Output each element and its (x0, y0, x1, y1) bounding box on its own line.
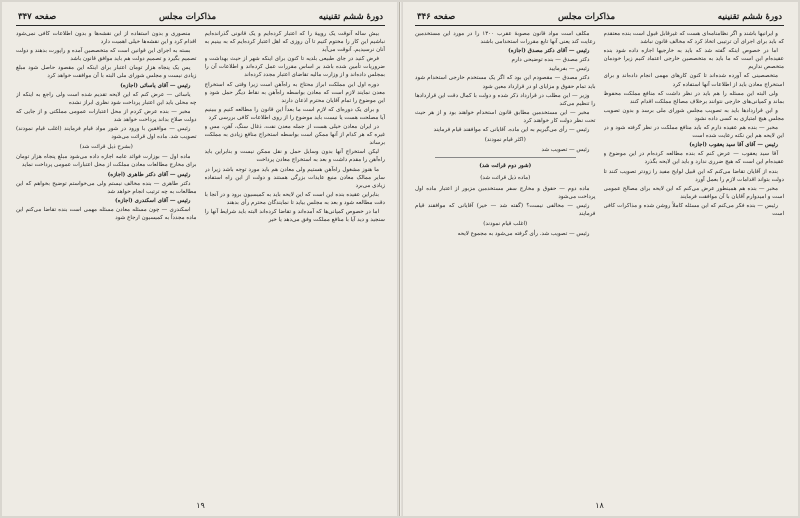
paragraph: ولی البته این مسئله را هم باید در نظر داشت که منافع مملکت محفوظ بماند و کمپانی‌های خارجی نتوانند برخلاف مصالح مملکت اقدام کنند (603, 90, 784, 105)
right-page-title: مذاکرات مجلس (557, 12, 616, 22)
paragraph: وزیر — این مطلب در قرارداد ذکر شده و دولت با کمال دقت این قراردادها را تنظیم می‌کند (415, 92, 596, 107)
paragraph: رئیس — بفرمایید (548, 66, 590, 73)
paragraph: رئیس — بنده فکر می‌کنم که این مسئله کاملاً روشن شده و مذاکرات کافی است (603, 202, 784, 217)
left-page-columns (16, 30, 385, 482)
paragraph: رئیس — موافقین با ورود در شور مواد قیام فرمایند (اغلب قیام نمودند) تصویب شد. ماده اول قرائت می‌شود (16, 126, 197, 141)
paragraph: بنده از آقایان تقاضا می‌کنم که این قبیل لوایح مفید را زودتر تصویب کنند تا دولت بتواند اقدامات لازم را بعمل آورد (603, 168, 784, 183)
stage-direction: (ماده ذیل قرائت شد) (480, 175, 531, 182)
paragraph: رئیس — تصویب شد. رأی گرفته می‌شود به مجموع لایحه (457, 230, 590, 237)
section-divider (435, 157, 576, 158)
right-page-session: دورهٔ ششم تقنینیه (717, 12, 782, 22)
paragraph: بنابراین عقیده بنده این است که این لایحه باید به کمیسیون برود و در آنجا با دقت مطالعه شود و بعد به مجلس بیاید تا نمایندگان محترم رأی بدهند (204, 191, 385, 206)
paragraph: در ایران معادن خیلی هست از جمله معدن نفت، ذغال سنگ، آهن، مس و غیره که هر کدام از آنها ممکن است بواسطه استخراج منافع زیادی به مملکت برساند (204, 124, 385, 147)
paragraph: و این قراردادها باید به تصویب مجلس شورای ملی برسد و بدون تصویب مجلس هیچ امتیازی به کسی داده نشود (603, 107, 784, 122)
article-text: ماده اول — بوزارت فوائد عامه اجازه داده می‌شود مبلغ پنجاه هزار تومان برای مخارج مطالعات معادن مملکت از محل اعتبارات عمومی پرداخت نماید (16, 154, 197, 169)
left-page-session: دورهٔ ششم تقنینیه (318, 12, 383, 22)
paragraph: دوره اول این مملکت ابراز محتاج به راه‌آهن است زیرا وقتی که استخراج معدن نمایند لازم است که معادن بواسطه راه‌آهن به نقاط دیگر حمل شود و این موضوع را تمام آقایان محترم اذعان دارند (204, 81, 385, 104)
left-page (2, 2, 400, 516)
book-spread (2, 2, 798, 516)
paragraph: آقا سید یعقوب — عرض کنم که بنده مطالعه کرده‌ام در این موضوع و عقیده‌ام این است که هیچ ضرری ندارد و باید این لایحه بگذرد (603, 151, 784, 166)
left-page-column-left (16, 30, 197, 482)
speaker-line: رئیس — آقای اسکندری (اجازه) (115, 197, 191, 204)
paragraph: ما هنوز مشغول راه‌آهن هستیم ولی معادن هم باید مورد توجه باشد زیرا در سایر ممالک معادن منبع عایدات بزرگی هستند و دولت از این راه استفاده زیادی می‌برد (204, 166, 385, 189)
right-page-columns (415, 30, 784, 482)
right-page (400, 2, 798, 516)
right-page-column-left (415, 30, 596, 482)
paragraph: مخبر — بنده هم همینطور عرض می‌کنم که این لایحه برای مصالح عمومی است و امیدوارم آقایان با آن موافقت فرمایند (603, 185, 784, 200)
article-text: ماده دوم — حقوق و مخارج سفر مستخدمین مزبور از اعتبار ماده اول پرداخت می‌شود (415, 185, 596, 200)
left-page-column-right (205, 30, 386, 482)
stage-direction: (اغلب قیام نمودند) (483, 220, 528, 227)
paragraph: اما در خصوص اینکه گفته شد که باید به خارجیها اجازه داده شود بنده عقیده‌ام این است که ما باید به متخصصین خارجی اعتماد کنیم زیرا خودمان متخصص نداریم (603, 48, 784, 71)
paragraph: دکتر طاهری — بنده مخالف نیستم ولی می‌خواستم توضیح بخواهم که این مطالعات به چه ترتیب انجام خواهد شد (16, 180, 197, 195)
stage-direction: (اکثر قیام نمودند) (484, 137, 526, 144)
paragraph: رئیس — رأی می‌گیریم به این ماده. آقایانی که موافقند قیام فرمایند (433, 127, 590, 134)
right-page-number-label: صفحه ۳۴۶ (417, 12, 456, 22)
stage-direction: (بشرح ذیل قرائت شد) (79, 144, 133, 151)
left-page-folio: ۱۹ (196, 501, 205, 510)
paragraph: و ایرانیها باشند و اگر نظامنامه‌ای هست که غیرقابل قبول است بنده معتقدم که باید برای اجرای آن ترتیبی اتخاذ کرد که مخالف قانون نباشد (603, 31, 784, 46)
right-page-column-right (604, 30, 785, 482)
paragraph: متخصصینی که آورده شده‌اند تا کنون کارهای مهمی انجام داده‌اند و برای استخراج معادن باید از اطلاعات آنها استفاده کرد (603, 73, 784, 88)
paragraph: پس یک پنجاه هزار تومان اعتبار برای اینکه این مقصود حاصل شود مبلغ زیادی نیست و مجلس شورای ملی البته با آن موافقت خواهد کرد (16, 65, 197, 80)
section-heading: (شور دوم قرائت شد) (479, 163, 532, 170)
paragraph: رئیس — تصویب شد (541, 147, 590, 154)
paragraph: اسکندری — چون مسئله معادن مسئله مهمی است بنده تقاضا می‌کنم این ماده مجدداً به کمیسیون ارجاع شود (16, 206, 197, 221)
paragraph: منصوری و بدون استفاده از این نقشه‌ها و بدون اطلاعات کافی نمی‌شود اقدام کرد و این نقشه‌ها خیلی اهمیت دارد (16, 31, 197, 46)
paragraph: مکلف است مواد قانون مصوبهٔ عقرب ۱۳۰۰ را در مورد این مستخدمین رعایت کند یعنی آنها تابع مقررات استخدامی باشند (415, 31, 596, 46)
paragraph: بیش ساله آنوقت یک روپیهٔ را که اعتبار کرده‌ایم و یک قانونی گذرانده‌ایم نباشیم این کار را مختوم کنیم تا آن روزی که اهل اعتبار کرده‌ایم که به بینیم به آنان نرسیدیم. آنوقت می‌آید (204, 31, 385, 54)
speaker-line: رئیس — آقای یاسائی (اجازه) (120, 82, 191, 89)
left-page-title: مذاکرات مجلس (158, 12, 217, 22)
speaker-line: رئیس — آقای آقا سید یعقوب (اجازه) (689, 142, 778, 149)
paragraph: مخبر — بنده عرض کردم از محل اعتبارات عمومی مملکتی و از جایی که دولت صلاح بداند پرداخت خواهد شد (16, 108, 197, 123)
right-page-folio: ۱۸ (595, 501, 604, 510)
paragraph: اما در خصوص کمپانی‌ها که آمده‌اند و تقاضا کرده‌اند البته باید شرایط آنها را سنجید و دید آیا با منافع مملکت وفق می‌دهد یا خیر (204, 208, 385, 224)
left-page-number-label: صفحه ۳۴۷ (18, 12, 57, 22)
speaker-line: رئیس — آقای دکتر مصدق (اجازه) (508, 48, 590, 55)
paragraph: یاسائی — عرض کنم که این لایحه تقدیم شده است ولی راجع به اینکه از چه محلی باید این اعتبار پرداخت شود نظری ابراز نشده (16, 91, 197, 106)
paragraph: لیکن استخراج آنها بدون وسایل حمل و نقل ممکن نیست و بنابراین باید راه‌آهن را مقدم داشت و بعد به استخراج معادن پرداخت (204, 149, 385, 164)
paragraph: مخبر — این مستخدمین مطابق قانون استخدام خواهند بود و از هر حیث تحت نظر دولت کار خواهند کرد (415, 109, 596, 124)
left-page-header (16, 12, 385, 26)
paragraph: دکتر مصدق — مقصودم این بود که اگر یک مستخدم خارجی استخدام شود باید تمام حقوق و مزایای او در قرارداد معین شود (415, 75, 596, 90)
paragraph: مخبر — بنده هم عقیده دارم که باید منافع مملکت در نظر گرفته شود و در این لایحه هم این نکته رعایت شده است (603, 125, 784, 140)
paragraph: دکتر مصدق — بنده توضیحی دارم (511, 57, 590, 64)
paragraph: رئیس — مخالفی نیست؟ (گفته شد — خیر) آقایانی که موافقند قیام فرمایند (415, 202, 596, 217)
paragraph: فرض کنید در جای طبیعی بلدیه تا کنون برای اینکه شهر از حیث بهداشت و ضروریات تأمین شده باشد بر اساس مقررات عمل کرده‌اند و اطلاعات آن را بمجلس داده‌اند و از وزارت مالیه تقاضای اعتبار مجدد کرده‌اند (204, 56, 385, 79)
paragraph: و برای یک دوره‌ای که لازم است ما بعداً این قانون را مطالعه کنیم و ببینیم آیا مصلحت هست یا نیست باید موضوع را از روی اطلاعات کافی بررسی کرد (204, 106, 385, 121)
right-page-header (415, 12, 784, 26)
paragraph: بسته به اجرای این قوانین است که متخصصین آمده و راپورت بدهند و دولت تصمیم بگیرد و تصمیم دولت هم باید موافق قانون باشد (16, 48, 197, 63)
speaker-line: رئیس — آقای دکتر طاهری (اجازه) (107, 171, 191, 178)
